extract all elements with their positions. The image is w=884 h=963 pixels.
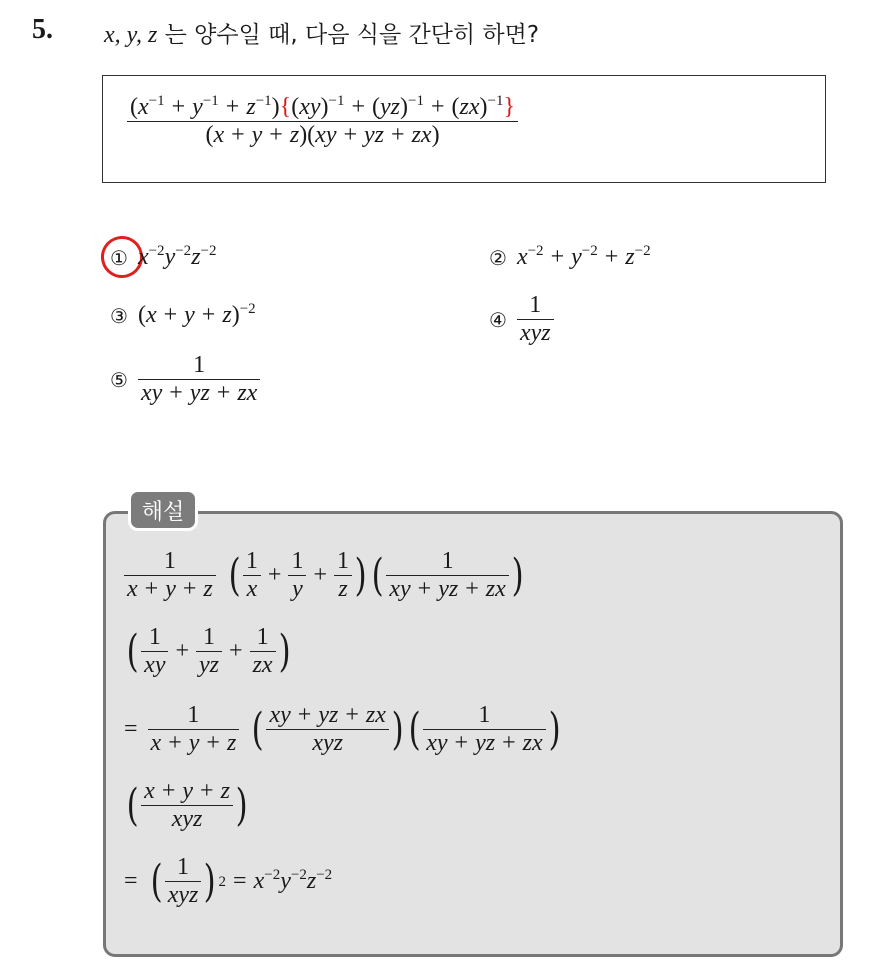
question-vars: x, y, z [104,22,158,48]
choice-2[interactable]: ② $x^{-2} + y^{-2} + z^{-2}$ [489,243,651,270]
choice-2-mark: ② [489,245,507,270]
main-expression: $\frac{(x^{-1} + y^{-1} + z^{-1})\{(xy)^{-1} + (yz)^{-1} + (zx)^{-1}\}}{(x + y + z)(xy + yz + zx)}$ [127,94,518,149]
choice-3[interactable]: ③ $(x + y + z)^{-2}$ [110,301,256,328]
choice-1[interactable]: ① $x^{-2}y^{-2}z^{-2}$ [110,243,217,270]
question-text [104,16,539,49]
solution-line-5: = ( $\frac{1}{\text{xyz}}$ ) 2 = $x^{-2}y^{-2}z^{-2}$ [124,854,333,909]
solution-line-3: = $\frac{1}{x + y + z}$ ( $\frac{xy + yz + zx}{\text{xyz}}$ ) ( $\frac{1}{xy + yz + zx}$ ) [124,702,561,757]
solution-line-4: ( $\frac{x + y + z}{\text{xyz}}$ ) [126,778,248,833]
question-number: 5. [32,14,53,45]
choice-3-mark: ③ [110,303,128,328]
solution-tag: 해설 [128,489,198,531]
choice-4[interactable]: ④ $\frac{1}{\text{xyz}}$ [489,292,554,347]
solution-line-1: $\frac{1}{x + y + z}$ ( $\frac{1}{x}$ + $\frac{1}{y}$ + $\frac{1}{z}$ ) ( $\frac{1}{xy + yz + zx}$ ) [124,548,526,603]
solution-line-2: ( $\frac{1}{xy}$ + $\frac{1}{yz}$ + $\frac{1}{zx}$ ) [126,624,291,679]
question-body: 는 양수일 때, 다음 식을 간단히 하면? [157,22,540,48]
choice-1-mark: ① [110,245,128,270]
expression-box [102,75,826,183]
choice-4-mark: ④ [489,307,507,332]
choice-5[interactable]: ⑤ $\frac{1}{xy + yz + zx}$ [110,352,260,407]
choice-5-mark: ⑤ [110,367,128,392]
